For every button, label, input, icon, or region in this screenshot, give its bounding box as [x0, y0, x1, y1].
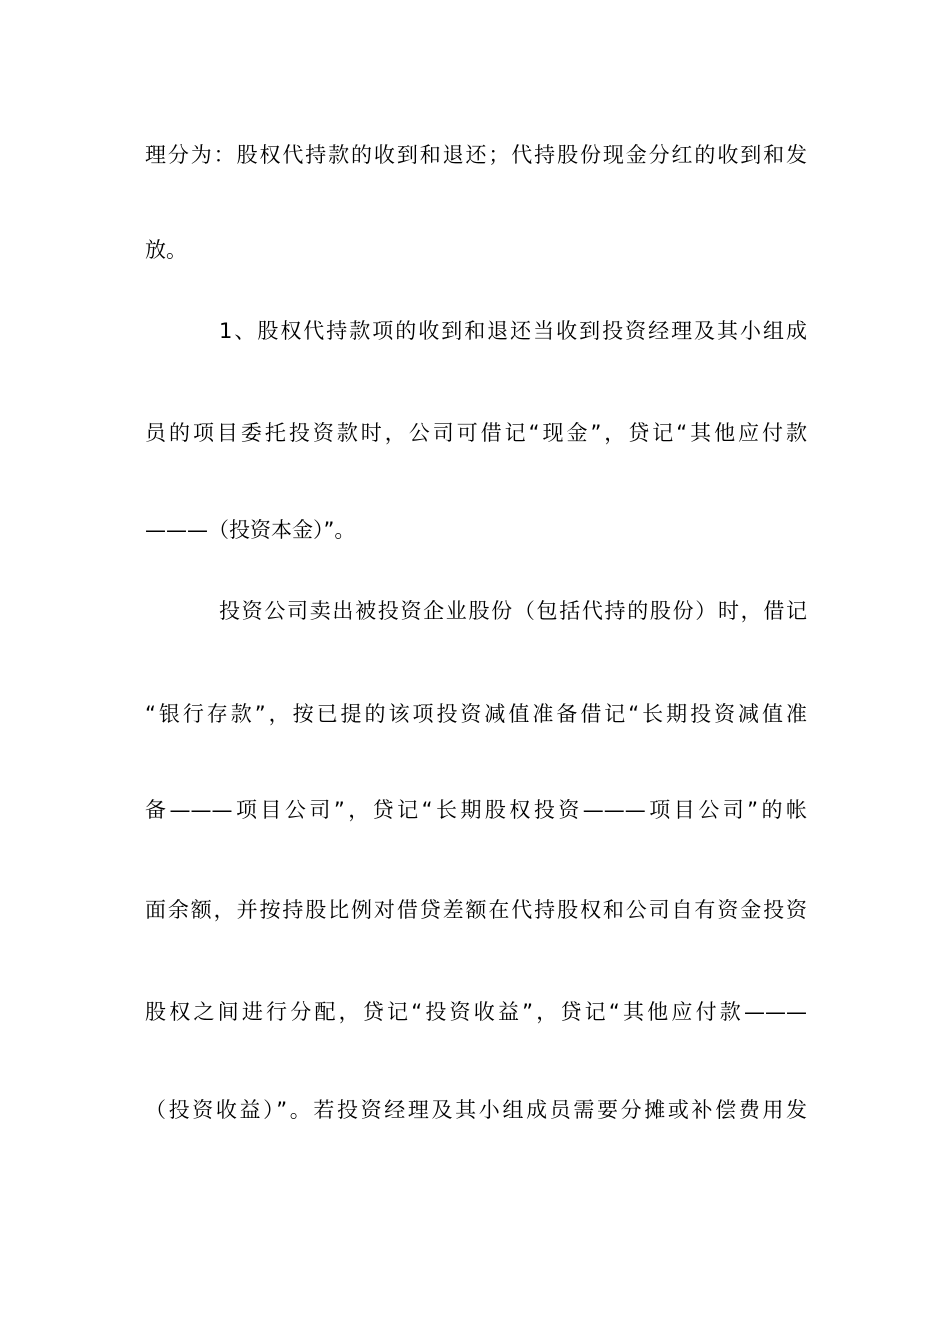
- body-text-line: 理分为：股权代持款的收到和退还；代持股份现金分红的收到和发: [145, 143, 807, 167]
- paragraph-first-line: 1、股权代持款项的收到和退还当收到投资经理及其小组成: [219, 319, 807, 343]
- body-text-line: “银行存款”，按已提的该项投资减值准备借记“长期投资减值准: [145, 702, 807, 726]
- body-text-line: 备———项目公司”，贷记“长期股权投资———项目公司”的帐: [145, 798, 807, 822]
- body-text-line: 员的项目委托投资款时，公司可借记“现金”，贷记“其他应付款: [145, 421, 807, 445]
- body-text-line: （投资收益）”。若投资经理及其小组成员需要分摊或补偿费用发: [145, 1098, 807, 1122]
- body-text-line: 面余额，并按持股比例对借贷差额在代持股权和公司自有资金投资: [145, 898, 807, 922]
- body-text-line: ———（投资本金）”。: [145, 518, 356, 542]
- paragraph-first-line: 投资公司卖出被投资企业股份（包括代持的股份）时，借记: [219, 599, 807, 623]
- body-text-line: 股权之间进行分配，贷记“投资收益”，贷记“其他应付款———: [145, 1000, 807, 1024]
- body-text-line: 放。: [145, 238, 187, 262]
